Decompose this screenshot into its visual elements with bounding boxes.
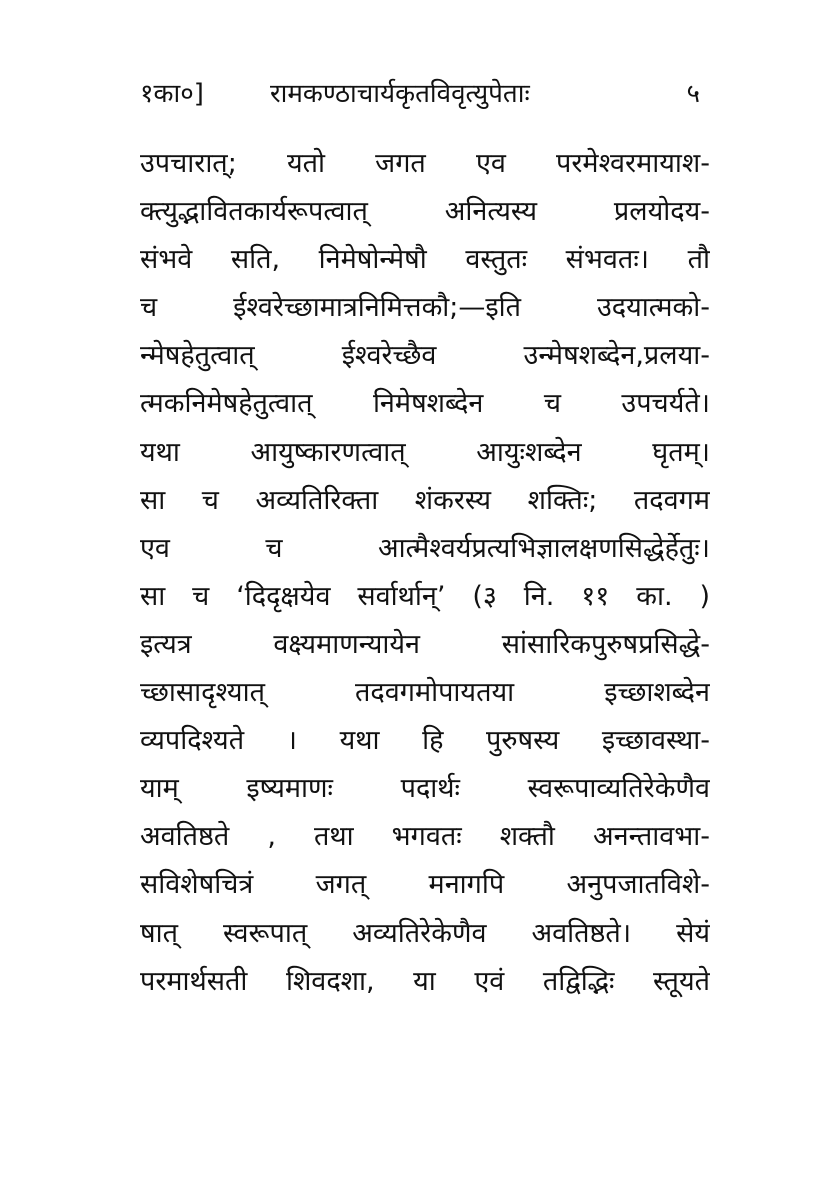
text-line: अवतिष्ठते , तथा भगवतः शक्तौ अनन्तावभा- (140, 821, 710, 853)
page-number: ५ (686, 79, 700, 109)
text-line: व्यपदिश्यते । यथा हि पुरुषस्य इच्छावस्था- (140, 725, 710, 757)
text-line: न्मेषहेतुत्वात् ईश्वरेच्छैव उन्मेषशब्देन,प्रलया- (140, 340, 710, 372)
text-line: सा च ‘दिदृक्षयेव सर्वार्थान्’ (३ नि. ११ का. ) (140, 580, 710, 612)
text-line: इत्यत्र वक्ष्यमाणन्यायेन सांसारिकपुरुषप्रसिद्धे- (140, 628, 710, 660)
text-line: यथा आयुष्कारणत्वात् आयुःशब्देन घृतम्। (140, 436, 710, 468)
text-line: उपचारात्; यतो जगत एव परमेश्वरमायाश- (140, 148, 710, 179)
text-line: क्त्युद्भावितकार्यरूपत्वात् अनित्यस्य प्रलयोदय- (140, 196, 710, 228)
text-line: च ईश्वरेच्छामात्रनिमित्तकौ;—इति उदयात्मको- (140, 292, 710, 324)
text-line: त्मकनिमेषहेतुत्वात् निमेषशब्देन च उपचर्यते। (140, 388, 710, 420)
running-title: रामकण्ठाचार्यकृतविवृत्युपेताः (270, 79, 530, 109)
section-reference: १का०] (140, 79, 204, 109)
text-line: संभवे सति, निमेषोन्मेषौ वस्तुतः संभवतः। तौ (140, 244, 710, 276)
running-header (140, 74, 700, 124)
text-line: एव च आत्मैश्वर्यप्रत्यभिज्ञालक्षणसिद्धेर्हेतुः। (140, 532, 710, 564)
text-line: परमार्थसती शिवदशा, या एवं तद्विद्भिः स्तूयते (140, 965, 710, 997)
text-line: सा च अव्यतिरिक्ता शंकरस्य शक्तिः; तदवगम (140, 484, 710, 516)
text-line: सविशेषचित्रं जगत् मनागपि अनुपजातविशे- (140, 869, 710, 901)
commentary-text (140, 140, 710, 1006)
text-line: षात् स्वरूपात् अव्यतिरेकेणैव अवतिष्ठते। सेयं (140, 917, 710, 949)
text-line: च्छासादृश्यात् तदवगमोपायतया इच्छाशब्देन (140, 677, 710, 709)
text-line: याम् इष्यमाणः पदार्थः स्वरूपाव्यतिरेकेणैव (140, 773, 710, 805)
